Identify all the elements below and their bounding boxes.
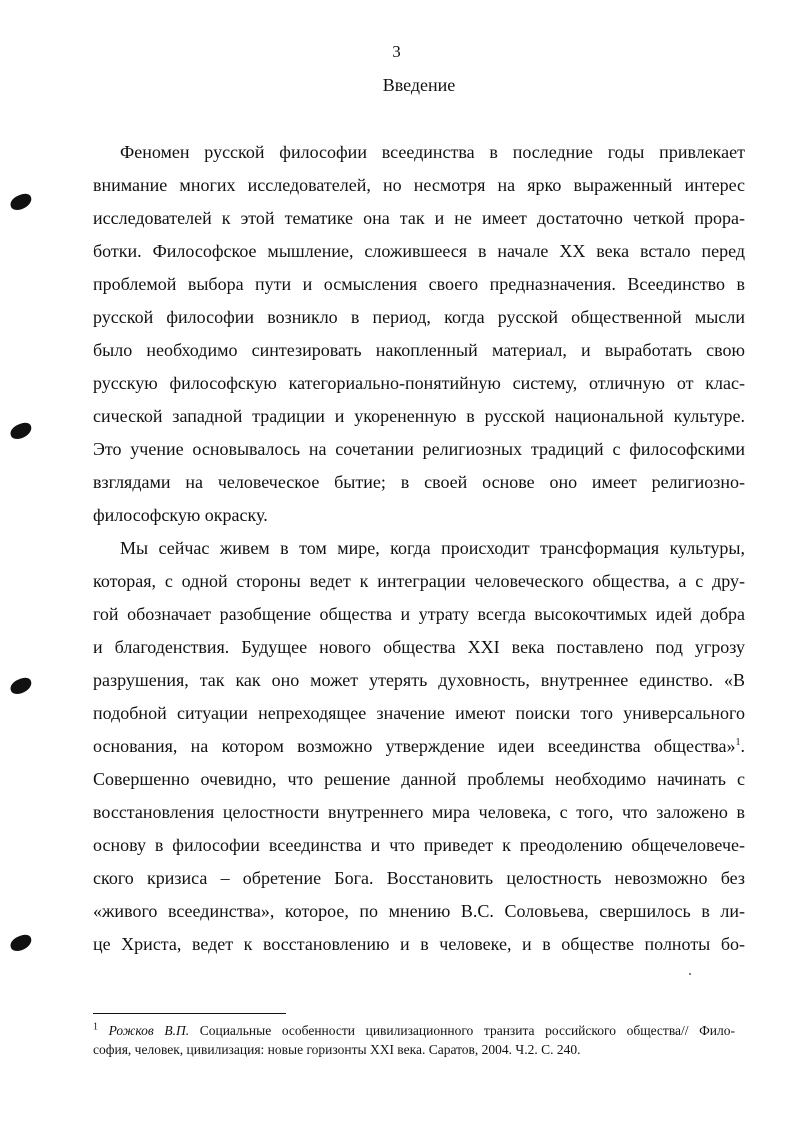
binding-hole-mark — [8, 933, 33, 954]
page-title: Введение — [382, 75, 456, 95]
body-line: разрушения, так как оно может утерять духовность, внутреннее единство. «В — [93, 670, 745, 690]
binding-hole-mark — [8, 421, 33, 442]
body-line-text: основания, на котором возможно утверждение идеи всеединства общества» — [93, 736, 736, 756]
body-line: которая, с одной стороны ведет к интеграции человеческого общества, а с дру- — [93, 571, 745, 591]
body-line: взглядами на человеческое бытие; в своей основе оно имеет религиозно- — [93, 472, 745, 492]
binding-hole-mark — [8, 676, 33, 697]
footnote-author: Рожков В.П. — [108, 1023, 190, 1038]
binding-hole-mark — [8, 192, 33, 213]
body-line: основу в философии всеединства и что приведет к преодолению общечеловече- — [93, 835, 745, 855]
body-line: Это учение основывалось на сочетании религиозных традиций с философскими — [93, 439, 745, 459]
body-line: сической западной традиции и укорененную в русской национальной культуре. — [93, 406, 745, 426]
footnote-marker: 1 — [93, 1021, 98, 1033]
body-line: подобной ситуации непреходящее значение имеют поиски того универсального — [93, 703, 745, 723]
body-line: было необходимо синтезировать накопленный материал, и выработать свою — [93, 340, 745, 360]
page-number: 3 — [392, 42, 401, 61]
footnote-separator — [93, 1013, 286, 1014]
body-line: философскую окраску. — [93, 505, 268, 525]
footnote-line — [93, 1022, 735, 1039]
body-line: русской философии возникло в период, когда русской общественной мысли — [93, 307, 745, 327]
body-line: це Христа, ведет к восстановлению и в человеке, и в обществе полноты бо- — [93, 934, 745, 954]
body-line: исследователей к этой тематике она так и не имеет достаточно четкой прора- — [93, 208, 745, 228]
body-line: русскую философскую категориально-понятийную систему, отличную от клас- — [93, 373, 745, 393]
footnote-line: софия, человек, цивилизация: новые горизонты XXI века. Саратов, 2004. Ч.2. С. 240. — [93, 1042, 581, 1057]
body-line: «живого всеединства», которое, по мнению В.С. Соловьева, свершилось в ли- — [93, 901, 745, 921]
body-line: ского кризиса – обретение Бога. Восстановить целостность невозможно без — [93, 868, 745, 888]
body-line: гой обозначает разобщение общества и утрату всегда высокочтимых идей добра — [93, 604, 745, 624]
body-line: ботки. Философское мышление, сложившееся в начале XX века встало перед — [93, 241, 745, 261]
scan-speck — [689, 973, 691, 975]
body-line: и благоденствия. Будущее нового общества XXI века поставлено под угрозу — [93, 637, 745, 657]
footnote-text: Социальные особенности цивилизационного транзита российского общества// Фило- — [189, 1023, 735, 1038]
footnote-reference[interactable]: 1 — [735, 737, 741, 748]
body-line: внимание многих исследователей, но несмотря на ярко выраженный интерес — [93, 175, 745, 195]
body-line: Совершенно очевидно, что решение данной проблемы необходимо начинать с — [93, 769, 745, 789]
body-line-with-footnote-ref — [93, 734, 745, 758]
body-line-tail: . — [740, 736, 745, 756]
body-line: Феномен русской философии всеединства в последние годы привлекает — [120, 142, 745, 162]
body-line: проблемой выбора пути и осмысления своего предназначения. Всеединство в — [93, 274, 745, 294]
body-line: Мы сейчас живем в том мире, когда происходит трансформация культуры, — [120, 538, 745, 558]
body-line: восстановления целостности внутреннего мира человека, с того, что заложено в — [93, 802, 745, 822]
